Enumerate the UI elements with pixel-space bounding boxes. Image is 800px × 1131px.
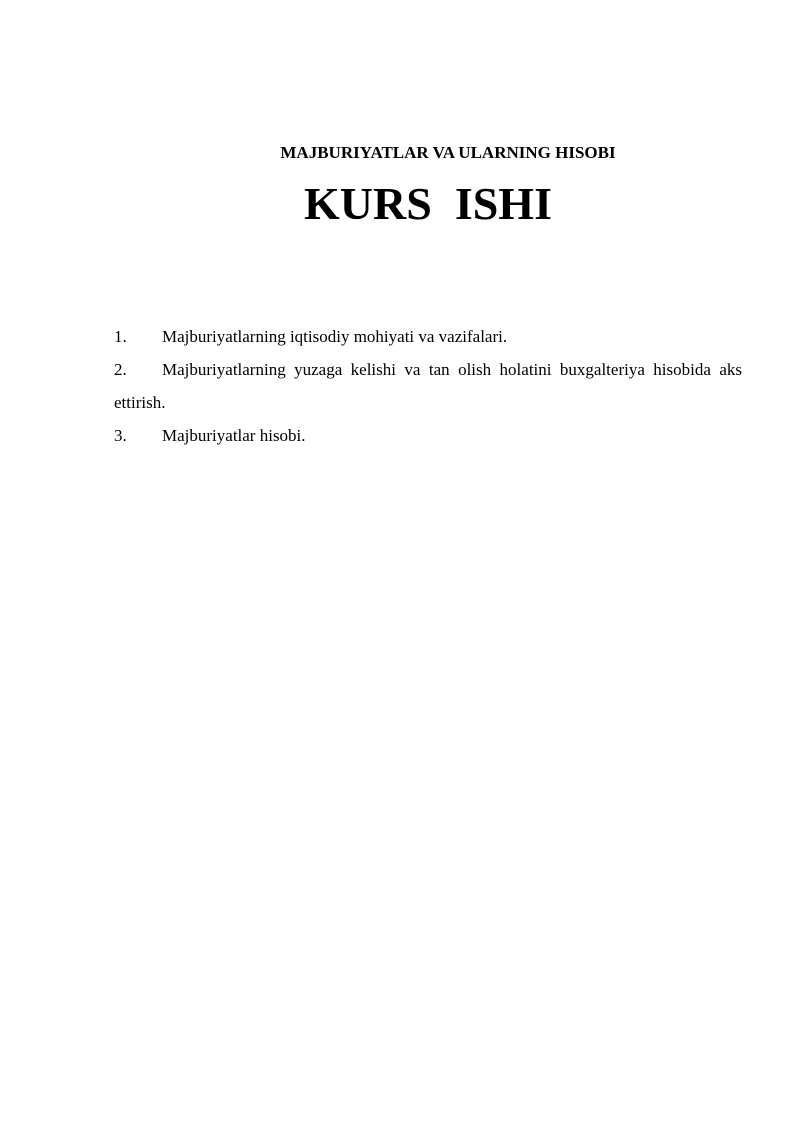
document-title: KURS ISHI xyxy=(304,178,552,229)
list-item-text: Majburiyatlarning iqtisodiy mohiyati va vazifalari. xyxy=(162,327,508,346)
list-item-text: Majburiyatlar hisobi. xyxy=(162,426,306,445)
list-item-number: 3. xyxy=(114,426,127,445)
list-item xyxy=(114,419,742,452)
document-subtitle: MAJBURIYATLAR VA ULARNING HISOBI xyxy=(280,143,616,162)
topic-list xyxy=(114,320,742,452)
list-item-text: Majburiyatlarning yuzaga kelishi va tan olish holatini buxgalteriya hisobida aks ettirish. xyxy=(114,360,742,412)
list-item-number: 2. xyxy=(114,360,127,379)
list-item xyxy=(114,353,742,419)
list-item-number: 1. xyxy=(114,327,127,346)
list-item xyxy=(114,320,742,353)
